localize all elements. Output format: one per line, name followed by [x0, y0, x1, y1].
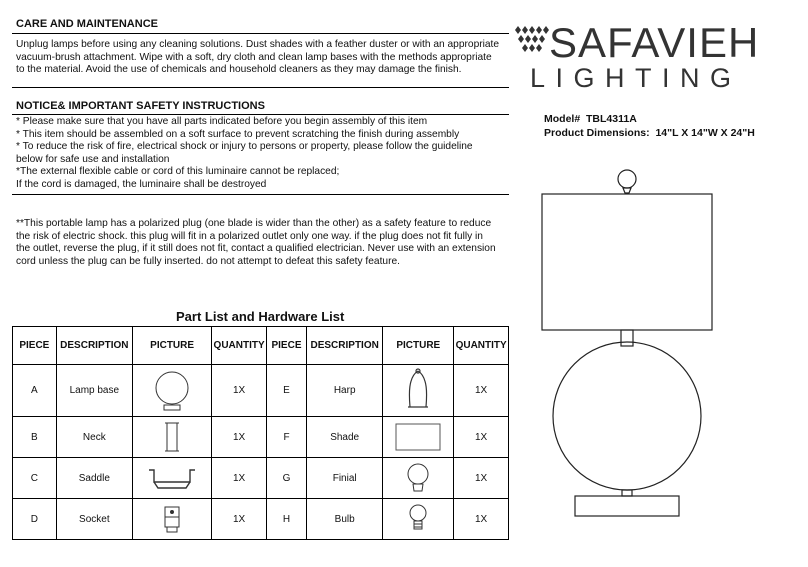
notice-line: * To reduce the risk of fire, electrical shock or injury to persons or property, please follow the guideline — [16, 141, 473, 153]
description-cell: Finial — [307, 458, 383, 499]
notice-body — [16, 116, 511, 192]
picture-cell — [132, 417, 211, 458]
model-value: TBL4311A — [586, 113, 637, 125]
neck-shape — [621, 330, 633, 346]
finial-icon — [403, 461, 433, 495]
shade-shape — [542, 194, 712, 330]
base-plinth — [575, 496, 679, 516]
neck-icon — [162, 420, 182, 454]
plug-notice — [16, 218, 511, 268]
description-cell: Socket — [56, 499, 132, 540]
table-row — [13, 458, 509, 499]
piece-cell: D — [13, 499, 57, 540]
description-cell: Lamp base — [56, 365, 132, 417]
notice-line: below for safe use and installation — [16, 153, 170, 165]
quantity-cell: 1X — [454, 458, 509, 499]
care-line: Unplug lamps before using any cleaning solutions. Dust shades with a feather duster or with an appropriate — [16, 39, 500, 50]
notice-line: * This item should be assembled on a soft surface to prevent scratching the finish during assembly — [16, 128, 460, 140]
brand-sub: LIGHTING — [530, 63, 742, 93]
saddle-icon — [146, 464, 198, 492]
header-cell: QUANTITY — [454, 327, 509, 365]
chandelier-logo-icon — [514, 24, 550, 54]
divider — [12, 114, 509, 115]
care-body — [16, 39, 511, 77]
header-cell: PICTURE — [383, 327, 454, 365]
header-cell: PICTURE — [132, 327, 211, 365]
piece-cell: C — [13, 458, 57, 499]
piece-cell: G — [266, 458, 306, 499]
model-label: Model# — [544, 113, 581, 125]
header-cell: DESCRIPTION — [56, 327, 132, 365]
quantity-cell: 1X — [212, 499, 267, 540]
table-row — [13, 499, 509, 540]
bulb-icon — [407, 503, 429, 535]
header-cell: DESCRIPTION — [307, 327, 383, 365]
table-row — [13, 417, 509, 458]
header-cell: PIECE — [266, 327, 306, 365]
description-cell: Harp — [307, 365, 383, 417]
notice-title: NOTICE& IMPORTANT SAFETY INSTRUCTIONS — [16, 100, 265, 112]
brand-logo — [514, 24, 550, 54]
table-row — [13, 365, 509, 417]
picture-cell — [132, 499, 211, 540]
divider — [12, 87, 509, 88]
header-cell: QUANTITY — [212, 327, 267, 365]
quantity-cell: 1X — [212, 365, 267, 417]
plug-line: the risk of electric shock. this plug will fit in a polarized outlet only one way. if the plug does not fit fully in — [16, 230, 483, 242]
finial-base — [623, 188, 631, 193]
globe-shape — [553, 342, 701, 490]
model-info — [544, 112, 755, 140]
plug-line: cord unless the plug can be fully inserted. do not attempt to defeat this safety feature. — [16, 255, 400, 267]
piece-cell: B — [13, 417, 57, 458]
dims-value: 14"L X 14"W X 24"H — [655, 127, 755, 139]
lamp-drawing — [520, 160, 780, 560]
finial-shape — [618, 170, 636, 188]
parts-table — [12, 326, 509, 540]
picture-cell — [132, 365, 211, 417]
socket-icon — [161, 503, 183, 535]
shade-icon — [393, 421, 443, 453]
lamp-base-icon — [152, 368, 192, 414]
piece-cell: F — [266, 417, 306, 458]
notice-line: *The external flexible cable or cord of this luminaire cannot be replaced; — [16, 166, 340, 178]
description-cell: Saddle — [56, 458, 132, 499]
notice-line: * Please make sure that you have all parts indicated before you begin assembly of this item — [16, 116, 428, 127]
table-header-row — [13, 327, 509, 365]
quantity-cell: 1X — [454, 365, 509, 417]
harp-icon — [403, 367, 433, 415]
header-cell: PIECE — [13, 327, 57, 365]
care-line: vacuum-brush attachment. Wipe with a soft, dry cloth and clean lamp bases with the methods appropriate — [16, 51, 492, 63]
care-line: to the material. Avoid the use of chemicals and household cleaners as they may damage the finish. — [16, 64, 462, 76]
picture-cell — [383, 417, 454, 458]
picture-cell — [383, 499, 454, 540]
quantity-cell: 1X — [454, 499, 509, 540]
notice-line: If the cord is damaged, the luminaire shall be destroyed — [16, 178, 267, 190]
piece-cell: H — [266, 499, 306, 540]
quantity-cell: 1X — [212, 458, 267, 499]
description-cell: Shade — [307, 417, 383, 458]
parts-title: Part List and Hardware List — [176, 309, 345, 324]
divider — [12, 194, 509, 195]
piece-cell: A — [13, 365, 57, 417]
divider — [12, 33, 509, 34]
picture-cell — [132, 458, 211, 499]
piece-cell: E — [266, 365, 306, 417]
care-title: CARE AND MAINTENANCE — [16, 18, 158, 30]
globe-collar — [622, 490, 632, 496]
quantity-cell: 1X — [454, 417, 509, 458]
description-cell: Bulb — [307, 499, 383, 540]
plug-line: the outlet, reverse the plug, if it still does not fit, contact a qualified electrician. Never use with an extension — [16, 243, 496, 255]
dims-label: Product Dimensions: — [544, 127, 650, 139]
plug-line: **This portable lamp has a polarized plug (one blade is wider than the other) as a safety feature to reduce — [16, 218, 492, 229]
quantity-cell: 1X — [212, 417, 267, 458]
brand-name: SAFAVIEH — [549, 19, 760, 66]
picture-cell — [383, 458, 454, 499]
picture-cell — [383, 365, 454, 417]
description-cell: Neck — [56, 417, 132, 458]
